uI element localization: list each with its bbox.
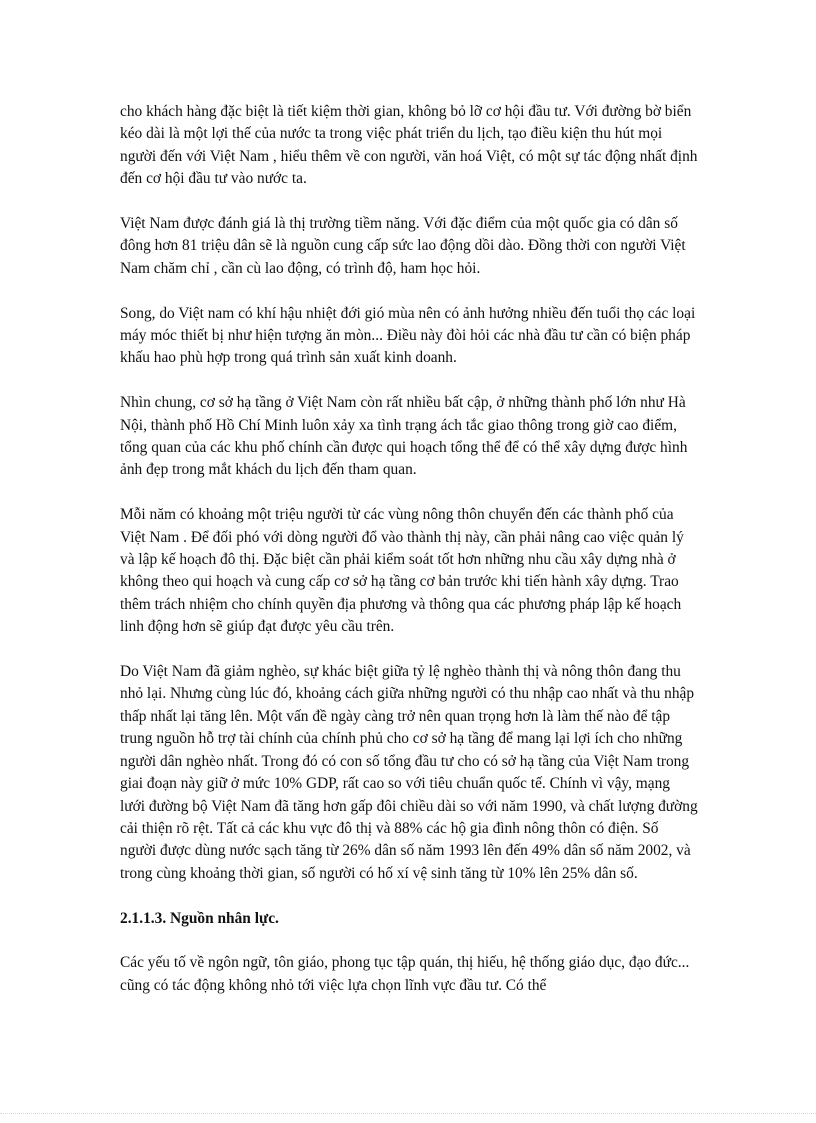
paragraph-human-resources: Các yếu tố về ngôn ngữ, tôn giáo, phong tục tập quán, thị hiếu, hệ thống giáo dục, đạo đức... cũng có tác động không nhỏ tới việc lựa chọn lĩnh vực đầu tư. Có thể [120,954,690,994]
section-heading: 2.1.1.3. Nguồn nhân lực. [120,909,279,927]
paragraph-tourism-coastline: cho khách hàng đặc biệt là tiết kiệm thời gian, không bỏ lỡ cơ hội đầu tư. Với đường bờ biển kéo dài là một lợi thế của nước ta trong việc phát triển du lịch, tạo điều kiện thu hút mọi người đến với Việt Nam , hiểu thêm về con người, văn hoá Việt, có một sự tác động nhất định đến cơ hội đầu tư vào nước ta. [120,103,698,188]
paragraph-urban-migration: Mỗi năm có khoảng một triệu người từ các vùng nông thôn chuyển đến các thành phố của Việt Nam . Để đối phó với dòng người đổ vào thành thị này, cần phải nâng cao việc quản lý và lập kế hoạch đô thị. Đặc biệt cần phải kiểm soát tốt hơn những nhu cầu xây dựng nhà ở không theo qui hoạch và cung cấp cơ sở hạ tầng cơ bản trước khi tiến hành xây dựng. Trao thêm trách nhiệm cho chính quyền địa phương và thông qua các phương pháp lập kế hoạch linh động hơn sẽ giúp đạt được yêu cầu trên. [120,506,684,636]
document-body [120,101,698,1020]
page-bottom-divider [0,1113,816,1114]
paragraph-poverty-reduction: Do Việt Nam đã giảm nghèo, sự khác biệt giữa tỷ lệ nghèo thành thị và nông thôn đang thu nhỏ lại. Nhưng cùng lúc đó, khoảng cách giữa những người có thu nhập cao nhất và thu nhập thấp nhất lại tăng lên. Một vấn đề ngày càng trở nên quan trọng hơn là làm thế nào để tập trung nguồn hỗ trợ tài chính của chính phủ cho cơ sở hạ tầng để mang lại lợi ích cho những người dân nghèo nhất. Trong đó có con số tổng đầu tư cho có sở hạ tầng của Việt Nam trong giai đoạn này giữ ở mức 10% GDP, rất cao so với tiêu chuẩn quốc tế. Chính vì vậy, mạng lưới đường bộ Việt Nam đã tăng hơn gấp đôi chiều dài so với năm 1990, và chất lượng đường cải thiện rõ rệt. Tất cả các khu vực đô thị và 88% các hộ gia đình nông thôn có điện. Số người được dùng nước sạch tăng từ 26% dân số năm 1993 lên đến 49% dân số năm 2002, và trong cùng khoảng thời gian, số người có hố xí vệ sinh tăng từ 10% lên 25% dân số. [120,663,698,882]
paragraph-tropical-climate: Song, do Việt nam có khí hậu nhiệt đới gió mùa nên có ảnh hưởng nhiều đến tuổi thọ các loại máy móc thiết bị như hiện tượng ăn mòn... Điều này đòi hỏi các nhà đầu tư cần có biện pháp khấu hao phù hợp trong quá trình sản xuất kinh doanh. [120,304,696,367]
paragraph-infrastructure: Nhìn chung, cơ sở hạ tầng ở Việt Nam còn rất nhiều bất cập, ở những thành phố lớn như Hà Nội, thành phố Hồ Chí Minh luôn xảy xa tình trạng ách tắc giao thông trong giờ cao điểm, tổng quan của các khu phố chính cần được qui hoạch tổng thể để có thể xây dựng được hình ảnh đẹp trong mắt khách du lịch đến tham quan. [120,394,688,479]
paragraph-potential-market: Việt Nam được đánh giá là thị trường tiềm năng. Với đặc điểm của một quốc gia có dân số đông hơn 81 triệu dân sẽ là nguồn cung cấp sức lao động dồi dào. Đồng thời con người Việt Nam chăm chỉ , cần cù lao động, có trình độ, ham học hỏi. [120,215,686,277]
